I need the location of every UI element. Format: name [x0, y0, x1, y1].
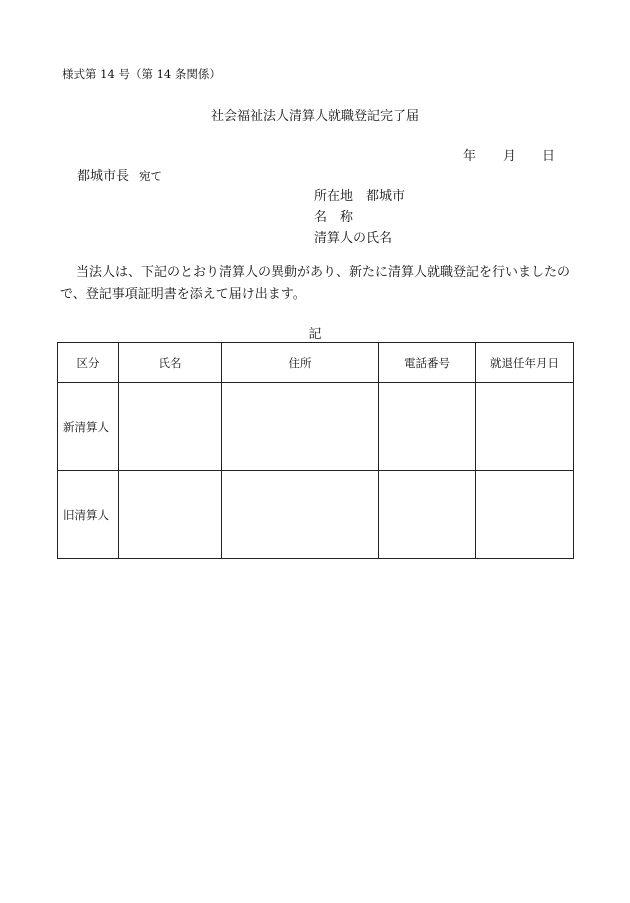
sender-liquidator-label: 清算人の氏名 [314, 231, 393, 246]
cell-phone[interactable] [379, 383, 476, 471]
sender-address [314, 185, 405, 204]
header-phone: 電話番号 [379, 343, 476, 383]
sender-address-label: 所在地 [314, 189, 354, 204]
date-year-label: 年 [463, 149, 477, 164]
date-day-label: 日 [542, 149, 556, 164]
header-date: 就退任年月日 [476, 343, 574, 383]
addressee-name: 都城市長 [77, 169, 130, 184]
addressee [77, 165, 162, 184]
cell-phone[interactable] [379, 471, 476, 559]
cell-name[interactable] [119, 383, 222, 471]
sender-address-value: 都城市 [366, 189, 406, 204]
cell-date[interactable] [476, 471, 574, 559]
cell-name[interactable] [119, 471, 222, 559]
body-text: 当法人は、下記のとおり清算人の異動があり、新たに清算人就職登記を行いましたので、登記事項証明書を添えて届け出ます。 [60, 265, 571, 302]
table-row [58, 471, 574, 559]
table-header-row [58, 343, 574, 383]
document-title: 社会福祉法人清算人就職登記完了届 [210, 109, 419, 124]
form-number: 様式第 14 号（第 14 条関係） [62, 67, 221, 81]
addressee-suffix: 宛て [139, 169, 163, 183]
sender-name-label: 名 称 [314, 210, 354, 225]
table-row [58, 383, 574, 471]
cell-date[interactable] [476, 383, 574, 471]
row-label-new: 新清算人 [58, 383, 119, 471]
header-category: 区分 [58, 343, 119, 383]
cell-address[interactable] [222, 471, 379, 559]
cell-address[interactable] [222, 383, 379, 471]
header-address: 住所 [222, 343, 379, 383]
liquidator-table [57, 342, 574, 559]
date-month-label: 月 [503, 149, 517, 164]
row-label-old: 旧清算人 [58, 471, 119, 559]
header-name: 氏名 [119, 343, 222, 383]
ki-heading: 記 [308, 327, 322, 342]
